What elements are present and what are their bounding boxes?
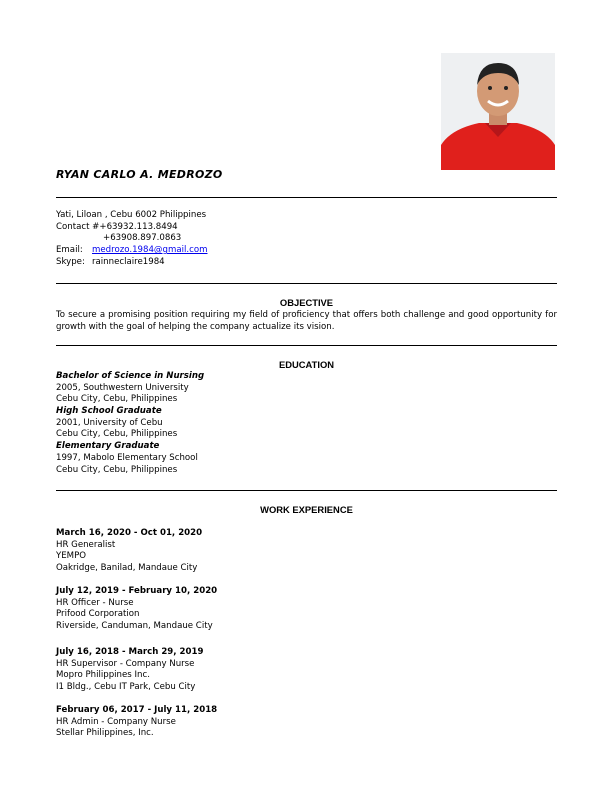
job-location: I1 Bldg., Cebu IT Park, Cebu City: [56, 682, 196, 693]
work-heading: WORK EXPERIENCE: [260, 504, 353, 515]
email-label: Email:: [56, 245, 83, 256]
education-list: [56, 371, 204, 476]
divider: [56, 490, 557, 491]
job-dates: July 12, 2019 - February 10, 2020: [56, 586, 218, 596]
job-company: Stellar Philippines, Inc.: [56, 728, 154, 739]
job-location: Riverside, Canduman, Mandaue City: [56, 621, 213, 632]
profile-photo: [441, 53, 555, 170]
education-school: 1997, Mabolo Elementary School: [56, 452, 198, 463]
education-school: 2001, University of Cebu: [56, 417, 163, 428]
job-company: Mopro Philippines Inc.: [56, 670, 150, 681]
phone-2: +63908.897.0863: [103, 233, 182, 244]
divider: [56, 197, 557, 198]
divider: [56, 283, 557, 284]
education-degree: Bachelor of Science in Nursing: [56, 371, 205, 381]
objective-text: To secure a promising position requiring my field of proficiency that offers both challenge and good opportunity for growth with the goal of helping the company actualize its vision.: [56, 310, 557, 332]
phone-1: +63932.113.8494: [99, 221, 178, 232]
job-dates: March 16, 2020 - Oct 01, 2020: [56, 528, 203, 538]
education-location: Cebu City, Cebu, Philippines: [56, 464, 178, 475]
education-school: 2005, Southwestern University: [56, 382, 189, 393]
objective-heading: OBJECTIVE: [279, 297, 334, 308]
job-entry: [56, 647, 203, 694]
job-company: YEMPO: [56, 551, 87, 562]
skype-label: Skype:: [56, 256, 85, 267]
job-location: Oakridge, Banilad, Mandaue City: [56, 563, 198, 574]
email-link[interactable]: medrozo.1984@gmail.com: [92, 245, 208, 256]
job-dates: July 16, 2018 - March 29, 2019: [56, 647, 204, 657]
contact-block: [56, 210, 207, 268]
education-location: Cebu City, Cebu, Philippines: [56, 394, 178, 405]
education-degree: High School Graduate: [56, 406, 162, 417]
job-dates: February 06, 2017 - July 11, 2018: [56, 705, 218, 715]
contact-label: Contact #: [56, 221, 100, 232]
address: Yati, Liloan , Cebu 6002 Philippines: [56, 210, 207, 220]
job-entry: [56, 528, 202, 575]
job-title: HR Supervisor - Company Nurse: [56, 658, 195, 669]
job-company: Prifood Corporation: [56, 609, 140, 620]
job-entry: [56, 705, 217, 740]
education-degree: Elementary Graduate: [56, 441, 160, 452]
education-location: Cebu City, Cebu, Philippines: [56, 429, 178, 440]
divider: [56, 345, 557, 346]
job-entry: [56, 586, 217, 633]
job-title: HR Generalist: [56, 539, 116, 550]
job-title: HR Admin - Company Nurse: [56, 716, 176, 727]
job-title: HR Officer - Nurse: [56, 597, 134, 608]
candidate-name: RYAN CARLO A. MEDROZO: [56, 168, 223, 181]
education-heading: EDUCATION: [278, 359, 335, 370]
skype-id: rainneclaire1984: [92, 256, 165, 267]
